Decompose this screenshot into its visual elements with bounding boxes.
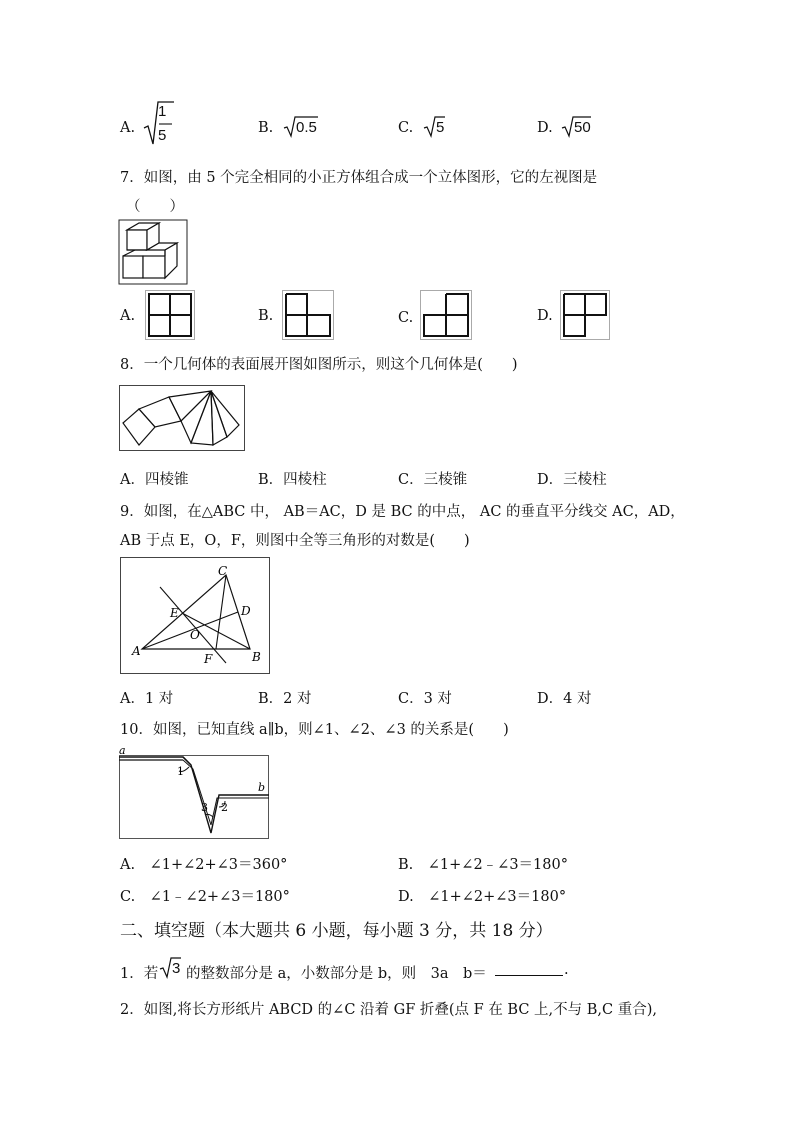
q9-option-d: D．4 对 xyxy=(537,691,592,707)
q9-option-b: B．2 对 xyxy=(258,691,312,707)
q10-label-b: b xyxy=(258,781,266,794)
q7-option-d-view xyxy=(560,290,610,340)
q10-angle-1-label: 1 xyxy=(177,765,184,778)
q6-option-a-label: A. xyxy=(120,120,136,136)
q9-stem-line1: 9．如图，在△ABC 中， AB＝AC，D 是 BC 的中点， AC 的垂直平分线交 AC，AD， xyxy=(120,504,685,520)
q7-option-d-label: D. xyxy=(537,308,553,324)
q10-option-b: B. ∠1+∠2﹣∠3＝180° xyxy=(398,857,568,873)
q8-option-d: D．三棱柱 xyxy=(537,472,607,488)
q7-option-c-view xyxy=(420,290,472,340)
q6-option-c-label: C. xyxy=(398,120,414,136)
q7-answer-paren: （ ） xyxy=(126,199,184,215)
q6-option-d-radicand: 50 xyxy=(574,119,591,136)
q7-option-b-view xyxy=(282,290,334,340)
fill2-text: 2．如图,将长方形纸片 ABCD 的∠C 沿着 GF 折叠(点 F 在 BC 上,不与 B,C 重合), xyxy=(120,1002,658,1018)
q8-net-figure xyxy=(119,385,245,451)
q6-option-d-label: D. xyxy=(537,120,553,136)
q8-option-c: C．三棱锥 xyxy=(398,472,468,488)
q6-option-a-denominator: 5 xyxy=(158,127,167,144)
q6-option-a-numerator: 1 xyxy=(158,103,167,120)
q10-option-a: A. ∠1+∠2+∠3＝360° xyxy=(120,857,288,873)
q10-stem: 10．如图，已知直线 a∥b，则∠1、∠2、∠3 的关系是( ) xyxy=(120,722,509,738)
q9-option-a: A．1 对 xyxy=(120,691,174,707)
q6-option-b-label: B. xyxy=(258,120,274,136)
q9-label-f: F xyxy=(204,652,213,666)
q8-stem: 8．一个几何体的表面展开图如图所示，则这个几何体是( ) xyxy=(120,357,518,373)
q9-label-d: D xyxy=(241,604,251,618)
q9-label-b: B xyxy=(252,650,261,664)
q9-label-e: E xyxy=(170,606,179,620)
q9-triangle-figure xyxy=(120,557,270,674)
q9-label-c: C xyxy=(218,564,228,578)
fill1-radicand: 3 xyxy=(172,960,181,977)
q9-label-o: O xyxy=(190,628,200,642)
fill1-prefix: 1．若 xyxy=(120,966,159,982)
section-heading: 二、填空题（本大题共 6 小题，每小题 3 分，共 18 分） xyxy=(120,921,553,941)
q9-option-c: C．3 对 xyxy=(398,691,452,707)
q7-option-a-label: A. xyxy=(120,308,136,324)
q9-stem-line2: AB 于点 E，O，F，则图中全等三角形的对数是( ) xyxy=(120,533,470,549)
fill1-suffix: . xyxy=(564,962,569,978)
q6-option-b-radicand: 0.5 xyxy=(296,119,317,136)
q10-option-c: C. ∠1﹣∠2+∠3＝180° xyxy=(120,889,290,905)
q7-stem: 7．如图，由 5 个完全相同的小正方体组合成一个立体图形，它的左视图是 xyxy=(120,170,598,186)
q10-parallel-lines-figure xyxy=(119,745,269,839)
fill1-answer-blank[interactable] xyxy=(495,962,563,980)
q10-angle-3-label: 3 xyxy=(201,801,208,814)
q8-option-a: A．四棱锥 xyxy=(120,472,189,488)
q10-angle-2-label: 2 xyxy=(221,801,228,814)
q10-label-a: a xyxy=(119,744,126,757)
q7-cubes-figure xyxy=(119,220,187,284)
q10-option-d: D. ∠1+∠2+∠3＝180° xyxy=(398,889,567,905)
q7-option-b-label: B. xyxy=(258,308,274,324)
q8-option-b: B．四棱柱 xyxy=(258,472,327,488)
q9-label-a: A xyxy=(132,644,141,658)
q7-option-a-view xyxy=(145,290,195,340)
q6-option-c-radicand: 5 xyxy=(436,119,445,136)
q7-option-c-label: C. xyxy=(398,310,414,326)
fill1-middle: 的整数部分是 a，小数部分是 b，则 3a b＝ xyxy=(186,966,487,982)
